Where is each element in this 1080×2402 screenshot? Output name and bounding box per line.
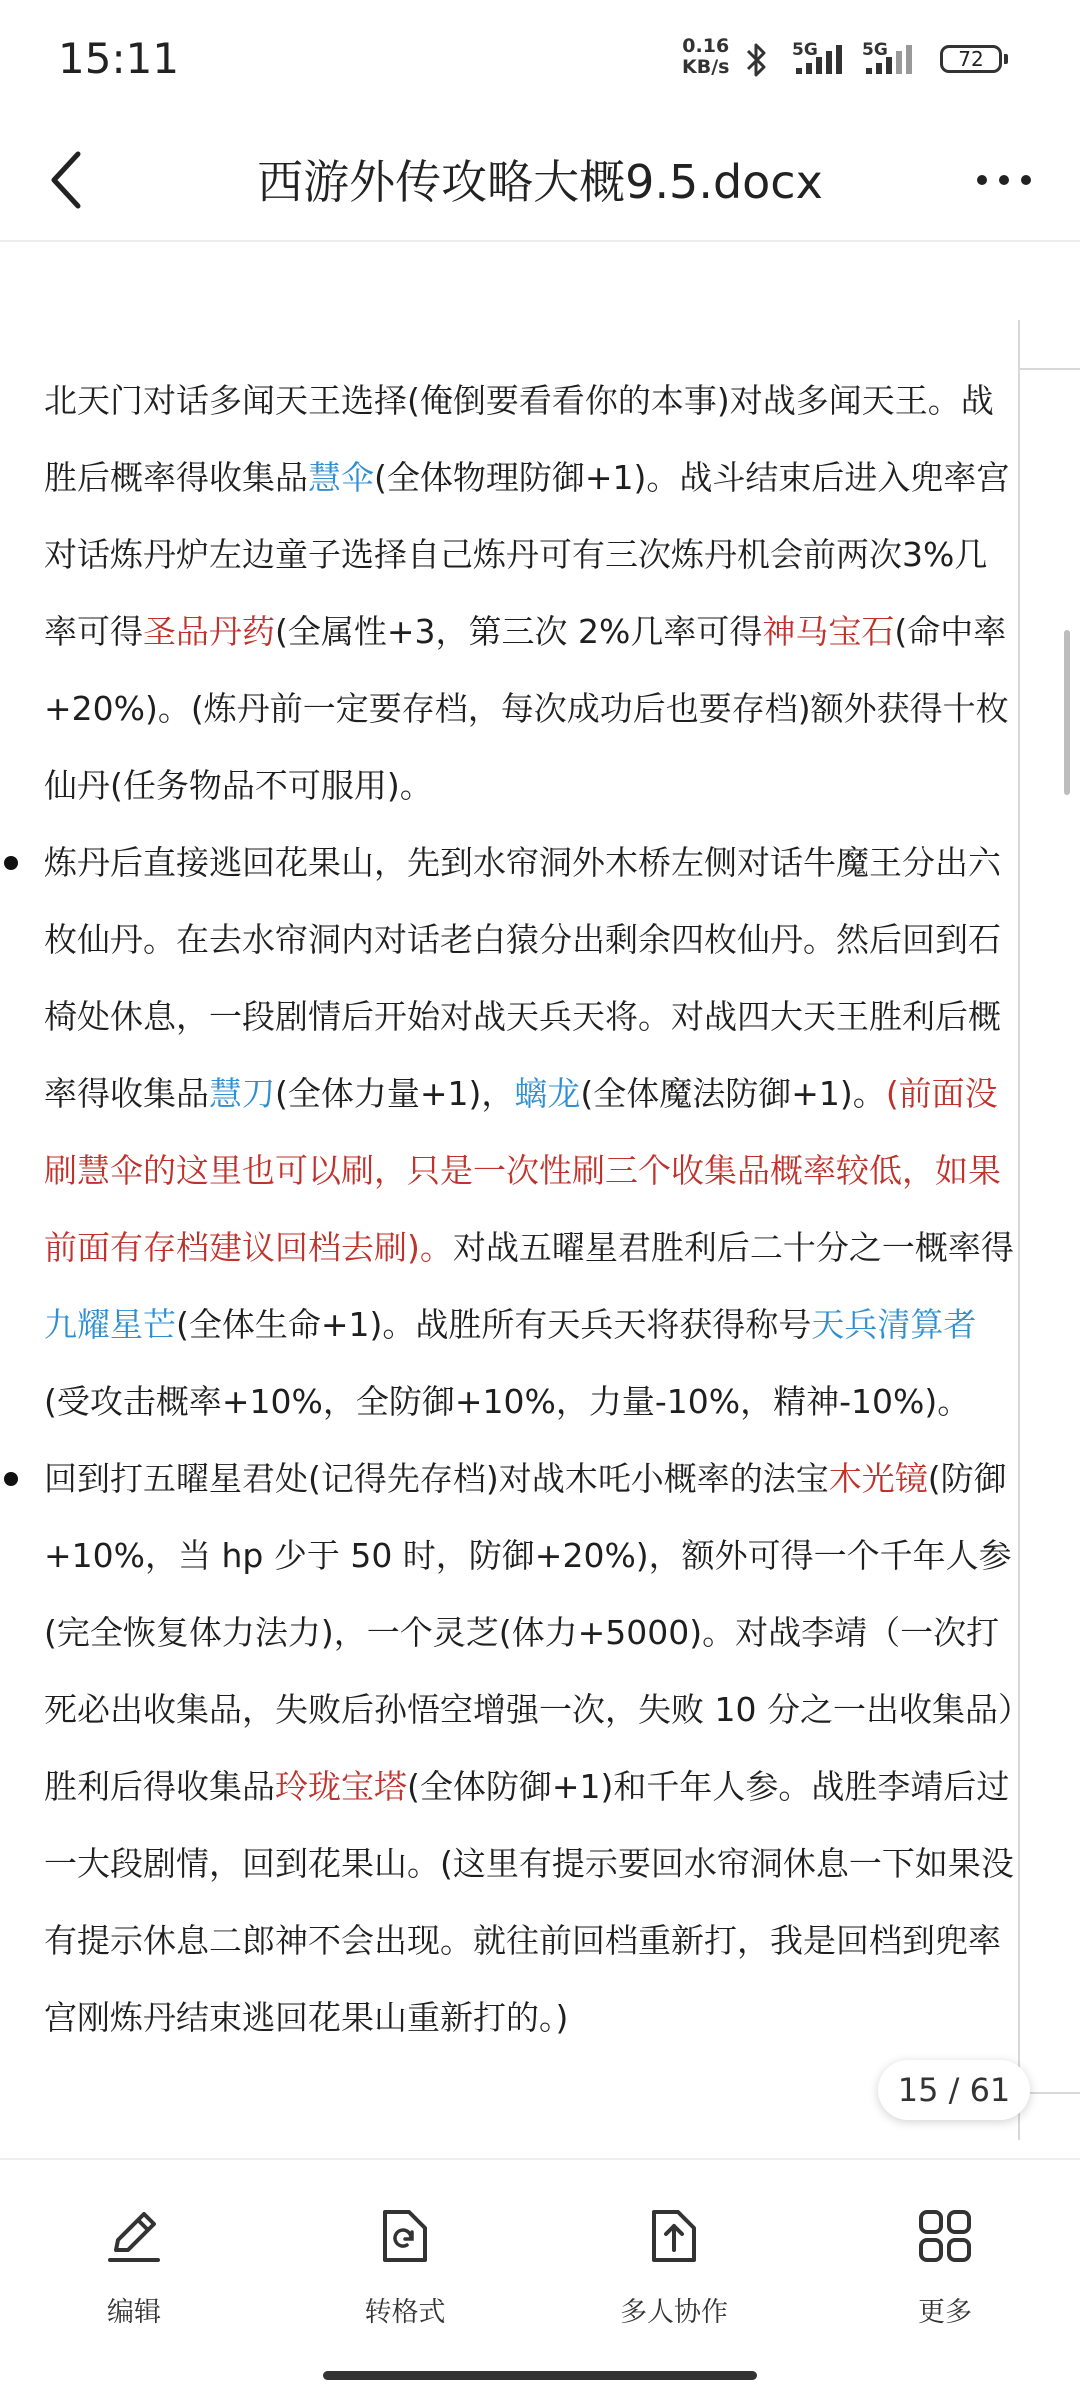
collaboration-button[interactable] (574, 2204, 774, 2329)
more-tools-button[interactable] (845, 2204, 1045, 2329)
back-button[interactable] (38, 140, 118, 220)
highlight-text: 圣品丹药 (143, 612, 275, 651)
more-options-button[interactable] (964, 140, 1044, 220)
bluetooth-icon (742, 40, 772, 80)
text-run: (受攻击概率+10%，全防御+10%，力量-10%，精神-10%)。 (44, 1382, 971, 1421)
convert-format-icon (373, 2204, 437, 2268)
bottom-toolbar (0, 2158, 1080, 2402)
text-run: (命中率+20%)。(炼丹前一定要存档，每次成功后也要存档)额外获得十枚仙丹(任务物品不可服用)。 (44, 612, 1009, 805)
highlight-text: 螭龙 (514, 1074, 581, 1113)
text-run: 炼丹后直接逃回花果山，先到水帘洞外木桥左侧对话牛魔王分出六枚仙丹。在去水帘洞内对话老白猿分出剩余四枚仙丹。然后回到石椅处休息，一段剧情后开始对战天兵天将。对战四大天王胜利后概率得收集品 (44, 843, 1001, 1113)
highlight-text: (前面没刷慧伞的这里也可以刷，只是一次性刷三个收集品概率较低，如果前面有存档建议回档去刷)。 (44, 1074, 1001, 1267)
highlight-text: 慧刀 (209, 1074, 275, 1113)
text-run: (全体生命+1)。战胜所有天兵天将获得称号 (176, 1305, 812, 1344)
text-run: (全体魔法防御+1)。 (580, 1074, 886, 1113)
paragraph (44, 362, 1019, 824)
bullet-dot (4, 1472, 18, 1486)
app-header (0, 120, 1080, 242)
highlight-text: 木光镜 (828, 1459, 928, 1498)
text-run: (全体物理防御+1)。战斗结束后进入兜率宫对话炼丹炉左边童子选择自己炼丹可有三次炼丹机会前两次3%几率可得 (44, 458, 1010, 651)
edit-button[interactable] (34, 2204, 234, 2329)
text-run: (防御+10%，当 hp 少于 50 时，防御+20%)，额外可得一个千年人参(完全恢复体力法力)，一个灵芝(体力+5000)。对战李靖（一次打死必出收集品，失败后孙悟空增强一次，失败 10 分之一出收集品）胜利后得收集品 (44, 1459, 1015, 1806)
text-run: 回到打五曜星君处(记得先存档)对战木吒小概率的法宝 (44, 1459, 829, 1498)
highlight-text: 玲珑宝塔 (275, 1767, 407, 1806)
status-bar (0, 0, 1080, 120)
status-time: 15:11 (58, 34, 180, 83)
document-body[interactable] (44, 362, 1019, 2056)
edit-label: 编辑 (107, 2297, 161, 2328)
page-indicator[interactable]: 15 / 61 (878, 2060, 1030, 2120)
text-run: (全体力量+1)， (275, 1074, 515, 1113)
signal-label: 5G (792, 40, 818, 60)
signal-icon (862, 40, 926, 82)
highlight-text: 神马宝石 (762, 612, 895, 651)
text-run: 对战五曜星君胜利后二十分之一概率得 (452, 1228, 1014, 1267)
collaboration-label: 多人协作 (620, 2297, 728, 2328)
pencil-icon (102, 2204, 166, 2268)
highlight-text: 天兵清算者 (811, 1305, 977, 1344)
bullet-paragraph (44, 824, 1019, 1440)
bullet-dot (4, 856, 18, 870)
text-run: 北天门对话多闻天王选择(俺倒要看看你的本事)对战多闻天王。战胜后概率得收集品 (44, 381, 994, 497)
highlight-text: 慧伞 (308, 458, 374, 497)
network-speed (682, 36, 729, 78)
convert-format-button[interactable] (305, 2204, 505, 2329)
page-corner-mark (1018, 368, 1080, 370)
text-run: (全体防御+1)和千年人参。战胜李靖后过一大段剧情，回到花果山。(这里有提示要回水帘洞休息一下如果没有提示休息二郎神不会出现。就往前回档重新打，我是回档到兜率宫刚炼丹结束逃回花果山重新打的。) (44, 1767, 1014, 2037)
highlight-text: 九耀星芒 (44, 1305, 176, 1344)
home-indicator[interactable] (323, 2371, 757, 2380)
network-speed-value: 0.16 (682, 35, 730, 57)
battery-icon (940, 45, 1002, 73)
convert-format-label: 转格式 (364, 2297, 446, 2328)
scrollbar-thumb[interactable] (1064, 630, 1070, 795)
signal-label: 5G (862, 40, 888, 60)
more-tools-label: 更多 (918, 2297, 972, 2328)
network-speed-unit: KB/s (682, 56, 730, 78)
bullet-paragraph (44, 1440, 1019, 2056)
grid-icon (913, 2204, 977, 2268)
document-title: 西游外传攻略大概9.5.docx (257, 155, 823, 209)
signal-icon (792, 40, 856, 82)
text-run: (全属性+3，第三次 2%几率可得 (275, 612, 763, 651)
collab-icon (642, 2204, 706, 2268)
battery-level: 72 (958, 47, 984, 71)
more-dots-icon (964, 140, 1044, 220)
back-arrow-icon (38, 140, 118, 220)
